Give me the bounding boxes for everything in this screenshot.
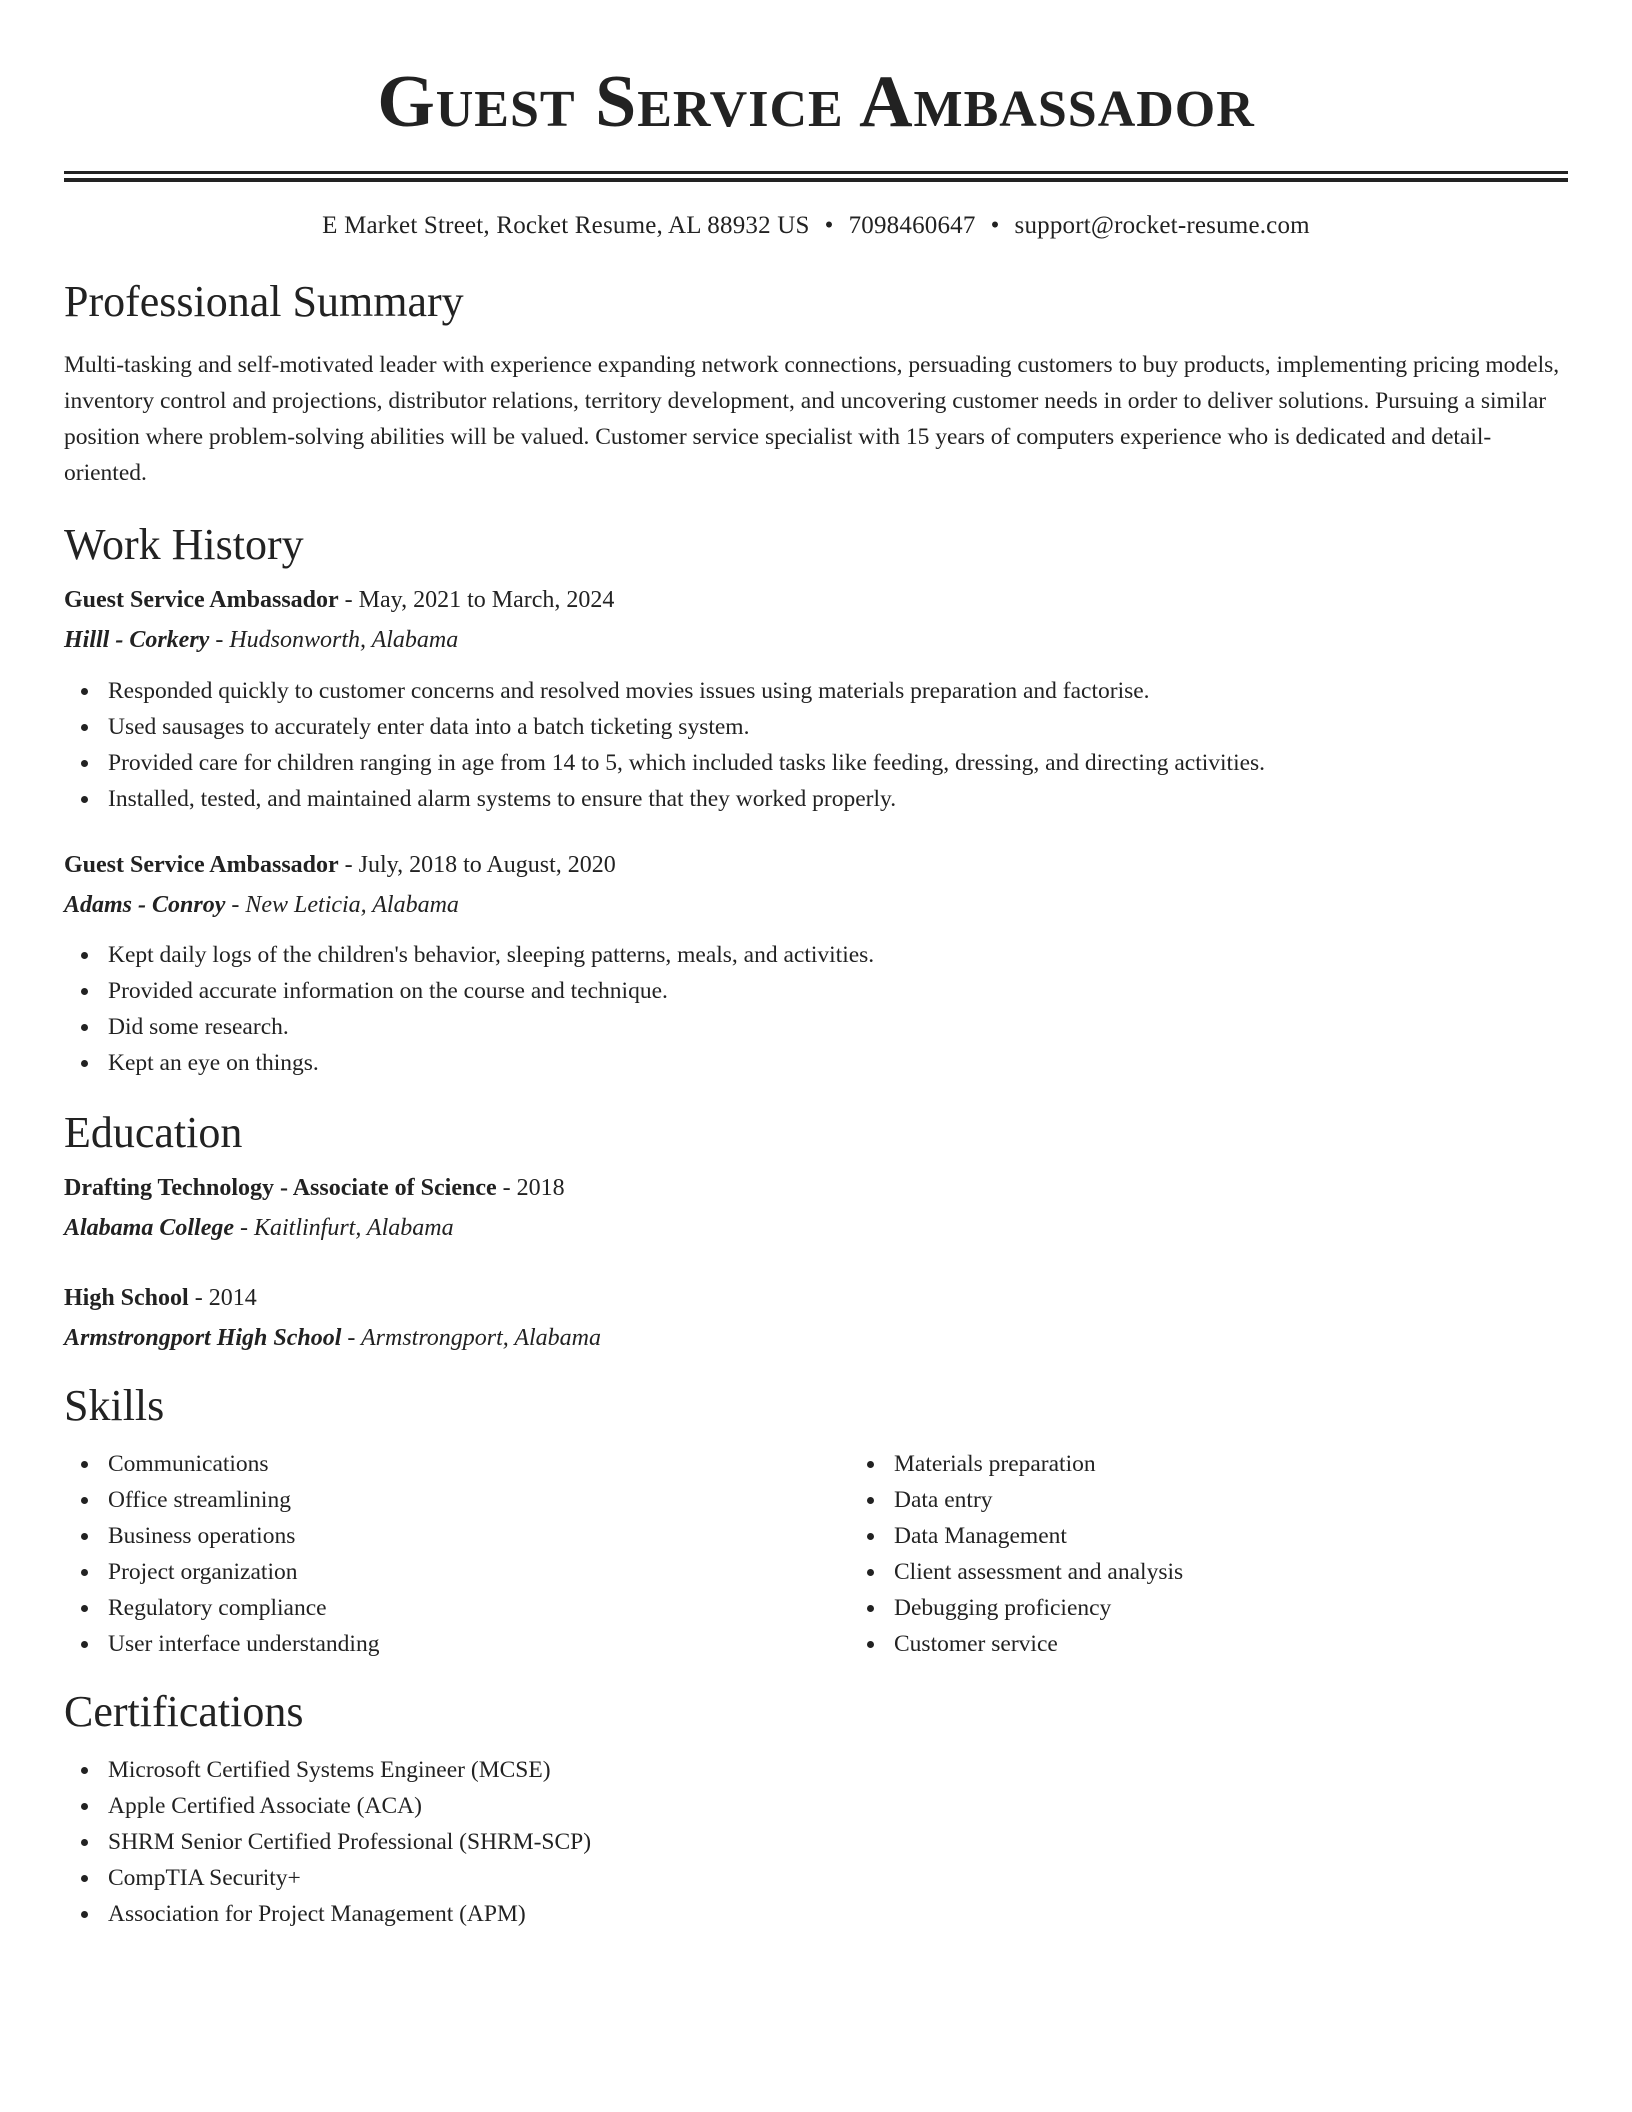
list-item: Business operations <box>108 1518 850 1554</box>
contact-address: E Market Street, Rocket Resume, AL 88932 US <box>322 212 810 239</box>
degree-name: High School <box>64 1285 189 1311</box>
list-item: Did some research. <box>108 1009 1568 1045</box>
school-line <box>64 1210 1568 1246</box>
skills-list-left <box>64 1446 850 1662</box>
degree-line <box>64 1170 1568 1206</box>
list-item: User interface understanding <box>108 1626 850 1662</box>
job-dates: - July, 2018 to August, 2020 <box>338 852 616 878</box>
degree-year: - 2014 <box>188 1285 257 1311</box>
list-item: Regulatory compliance <box>108 1590 850 1626</box>
contact-separator: • <box>990 212 1000 239</box>
job-bullets <box>64 937 1568 1081</box>
contact-separator: • <box>824 212 834 239</box>
degree-name: Drafting Technology - Associate of Science <box>64 1175 497 1201</box>
list-item: SHRM Senior Certified Professional (SHRM-SCP) <box>108 1824 1568 1860</box>
list-item: Project organization <box>108 1554 850 1590</box>
job-location: - New Leticia, Alabama <box>225 892 459 918</box>
skills-grid <box>64 1446 1568 1662</box>
job-company: Hilll - Corkery <box>64 627 210 653</box>
degree-year: - 2018 <box>496 1175 565 1201</box>
job-bullets <box>64 673 1568 817</box>
list-item: Kept an eye on things. <box>108 1045 1568 1081</box>
school-name: Armstrongport High School <box>64 1325 342 1351</box>
work-history-heading: Work History <box>64 520 304 569</box>
job-company-line <box>64 622 1568 658</box>
school-location: - Armstrongport, Alabama <box>341 1325 602 1351</box>
job-dates: - May, 2021 to March, 2024 <box>338 587 615 613</box>
resume-title: Guest Service Ambassador <box>377 61 1255 143</box>
job-company: Adams - Conroy <box>64 892 226 918</box>
list-item: Communications <box>108 1446 850 1482</box>
list-item: Data Management <box>894 1518 1183 1554</box>
list-item: CompTIA Security+ <box>108 1860 1568 1896</box>
job-entry <box>64 847 1568 1081</box>
list-item: Office streamlining <box>108 1482 850 1518</box>
title-double-rule <box>64 171 1568 182</box>
skills-heading: Skills <box>64 1381 165 1430</box>
job-title: Guest Service Ambassador <box>64 852 339 878</box>
list-item: Data entry <box>894 1482 1183 1518</box>
contact-email: support@rocket-resume.com <box>1014 212 1310 239</box>
list-item: Debugging proficiency <box>894 1590 1183 1626</box>
summary-text: Multi-tasking and self-motivated leader with experience expanding network connections, persuading customers to buy products, implementing pricing models, inventory control and projections, distributor relations, territory development, and uncovering customer needs in order to deliver solutions. Pursuing a similar position where problem-solving abilities will be valued. Customer service specialist with 15 years of computers experience who is dedicated and detail-oriented. <box>64 352 1560 486</box>
list-item: Responded quickly to customer concerns and resolved movies issues using materials preparation and factorise. <box>108 673 1568 709</box>
skills-list-right <box>850 1446 1183 1662</box>
school-name: Alabama College <box>64 1215 234 1241</box>
list-item: Installed, tested, and maintained alarm systems to ensure that they worked properly. <box>108 781 1568 817</box>
summary-heading: Professional Summary <box>64 277 464 326</box>
school-line <box>64 1320 1568 1356</box>
education-entry <box>64 1170 1568 1246</box>
certifications-heading: Certifications <box>64 1687 304 1736</box>
job-entry <box>64 582 1568 817</box>
contact-phone: 7098460647 <box>848 212 976 239</box>
job-company-line <box>64 887 1568 923</box>
list-item: Provided accurate information on the course and technique. <box>108 973 1568 1009</box>
contact-line <box>64 210 1568 242</box>
list-item: Client assessment and analysis <box>894 1554 1183 1590</box>
list-item: Association for Project Management (APM) <box>108 1896 1568 1932</box>
job-title-line <box>64 847 1568 883</box>
list-item: Used sausages to accurately enter data into a batch ticketing system. <box>108 709 1568 745</box>
school-location: - Kaitlinfurt, Alabama <box>234 1215 454 1241</box>
list-item: Customer service <box>894 1626 1183 1662</box>
list-item: Apple Certified Associate (ACA) <box>108 1788 1568 1824</box>
job-title: Guest Service Ambassador <box>64 587 339 613</box>
education-entry <box>64 1280 1568 1356</box>
list-item: Kept daily logs of the children's behavior, sleeping patterns, meals, and activities. <box>108 937 1568 973</box>
list-item: Materials preparation <box>894 1446 1183 1482</box>
degree-line <box>64 1280 1568 1316</box>
list-item: Microsoft Certified Systems Engineer (MCSE) <box>108 1752 1568 1788</box>
job-location: - Hudsonworth, Alabama <box>209 627 459 653</box>
education-heading: Education <box>64 1108 243 1157</box>
list-item: Provided care for children ranging in age from 14 to 5, which included tasks like feeding, dressing, and directing activities. <box>108 745 1568 781</box>
certifications-list <box>64 1752 1568 1932</box>
job-title-line <box>64 582 1568 618</box>
